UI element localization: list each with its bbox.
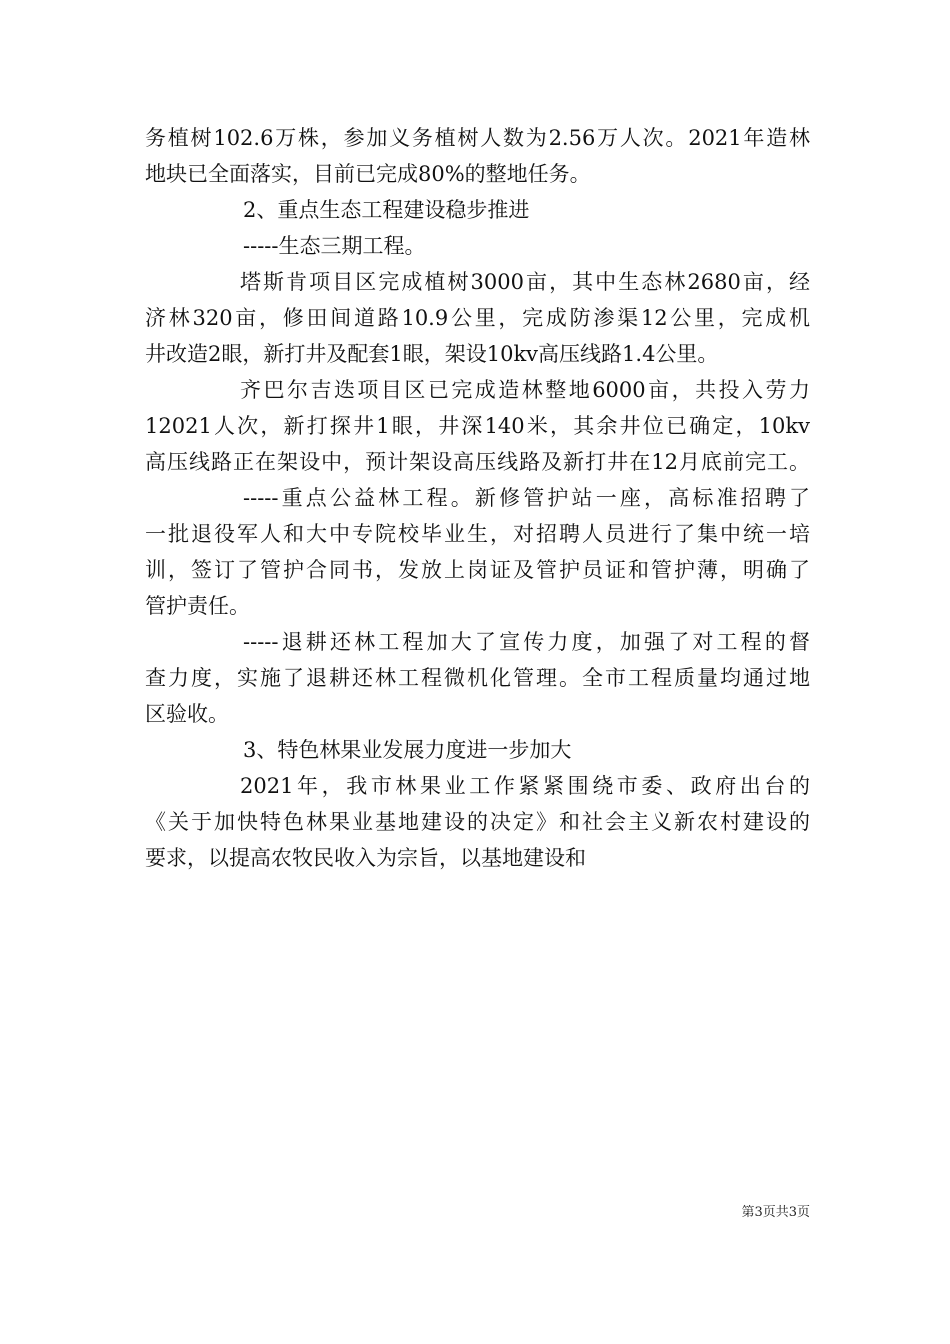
document-body [145,120,810,876]
text-line: 井改造2眼，新打井及配套1眼，架设10kv高压线路1.4公里。 [145,342,719,366]
section-heading: 2、重点生态工程建设稳步推进 [243,198,530,222]
text-line: 《关于加快特色林果业基地建设的决定》和社会主义新农村建设的 [145,810,810,834]
text-line: 区验收。 [145,702,229,726]
text-line: 12021人次，新打探井1眼，井深140米，其余井位已确定，10kv [145,414,810,438]
subsection-heading: -----生态三期工程。 [243,234,426,258]
text-line: -----退耕还林工程加大了宣传力度，加强了对工程的督 [243,630,810,654]
text-line: 2021年，我市林果业工作紧紧围绕市委、政府出台的 [240,774,810,798]
text-line: 塔斯肯项目区完成植树3000亩，其中生态林2680亩，经 [240,270,810,294]
text-line: 高压线路正在架设中，预计架设高压线路及新打井在12月底前完工。 [145,450,810,474]
text-line: -----重点公益林工程。新修管护站一座，高标准招聘了 [243,486,810,510]
text-line: 查力度，实施了退耕还林工程微机化管理。全市工程质量均通过地 [145,666,810,690]
text-line: 要求，以提高农牧民收入为宗旨，以基地建设和 [145,846,586,870]
text-line: 管护责任。 [145,594,250,618]
text-line: 地块已全面落实，目前已完成80%的整地任务。 [145,162,591,186]
text-line: 务植树102.6万株，参加义务植树人数为2.56万人次。2021年造林 [145,126,810,150]
page-number: 第3页共3页 [741,1205,810,1220]
text-line: 济林320亩，修田间道路10.9公里，完成防渗渠12公里，完成机 [145,306,810,330]
text-line: 一批退役军人和大中专院校毕业生，对招聘人员进行了集中统一培 [145,522,810,546]
text-line: 齐巴尔吉迭项目区已完成造林整地6000亩，共投入劳力 [240,378,810,402]
text-line: 训，签订了管护合同书，发放上岗证及管护员证和管护薄，明确了 [145,558,810,582]
section-heading: 3、特色林果业发展力度进一步加大 [243,738,572,762]
